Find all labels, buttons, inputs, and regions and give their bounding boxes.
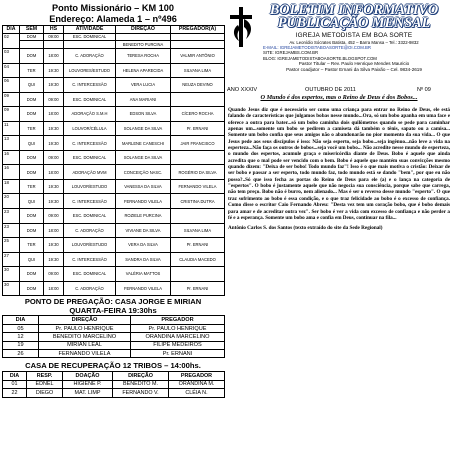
schedule-cell: VALÉRIA MATTOS xyxy=(116,267,171,282)
schedule-cell xyxy=(20,41,44,49)
schedule-cell xyxy=(64,41,116,49)
table-row xyxy=(3,48,225,63)
schedule-day-cell: 20 xyxy=(3,194,20,209)
schedule-header-cell: SEM xyxy=(20,26,44,34)
schedule-cell xyxy=(171,41,225,49)
schedule-header-cell: DIA xyxy=(3,26,20,34)
schedule-cell: CONCEIÇÃO NASC. xyxy=(116,165,171,180)
schedule-cell: LOUVOR/ESTUDO xyxy=(64,238,116,253)
schedule-cell: SILVANA LIMA xyxy=(171,223,225,238)
schedule-cell: NEUZA DEVINO xyxy=(171,78,225,93)
cr-header-cell: DIA xyxy=(3,372,27,381)
cr-header-cell: DIREÇÃO xyxy=(113,372,169,381)
schedule-cell: TER xyxy=(20,63,44,78)
schedule-cell: VANESSA DA SILVA xyxy=(116,179,171,194)
table-row xyxy=(3,252,225,267)
cr-header-cell: PREGADOR xyxy=(169,372,225,381)
schedule-header-cell: ATIVIDADE xyxy=(64,26,116,34)
table-row xyxy=(3,267,225,282)
table-row xyxy=(3,136,225,151)
cr-cell: 22 xyxy=(3,389,27,398)
schedule-cell: 19:30 xyxy=(44,252,64,267)
pp-cell: Pr. ERNANI xyxy=(131,350,225,358)
church-email[interactable]: E-MAIL: IGREJAMETODISTABOASORTE@OI.COM.BR xyxy=(263,44,371,50)
schedule-cell: VERA DA SILVA xyxy=(116,238,171,253)
schedule-day-cell: 25 xyxy=(3,238,20,253)
schedule-cell: ESC. DOMINICAL xyxy=(64,33,116,41)
table-row xyxy=(3,208,225,223)
schedule-cell xyxy=(171,267,225,282)
schedule-cell: CRISTINA DUTRA xyxy=(171,194,225,209)
schedule-cell: FERNANDO VILELA xyxy=(116,194,171,209)
schedule-cell: QUI xyxy=(20,194,44,209)
cr-cell: 01 xyxy=(3,380,27,389)
schedule-cell: SILVANA LIMA xyxy=(171,63,225,78)
pp-cell: FILIPE MEDEIROS xyxy=(131,341,225,349)
table-row xyxy=(3,324,225,332)
schedule-cell: 09:00 xyxy=(44,33,64,41)
schedule-cell: SOLANGE DA SILVA xyxy=(116,150,171,165)
schedule-cell: QUI xyxy=(20,78,44,93)
schedule-cell: ESC. DOMINICAL xyxy=(64,208,116,223)
schedule-cell: SANDRA DA SILVA xyxy=(116,252,171,267)
table-row xyxy=(3,333,225,341)
schedule-cell: SOLANGE DA SILVA xyxy=(116,121,171,136)
church-address: Av. Leonídio Sócrates Batista, 452 – Barra Mansa – Tel.: 3322-9832 xyxy=(289,39,419,45)
schedule-cell: ADORAÇÃO MVM xyxy=(64,165,116,180)
table-row xyxy=(3,389,225,398)
schedule-cell: DOM xyxy=(20,150,44,165)
schedule-cell: ANA MARIANI xyxy=(116,92,171,107)
schedule-cell: QUI xyxy=(20,136,44,151)
article-text: Quando Jesus diz que é necessário ser como uma criança para entrar no Reino de Deus, ele está falando de características que julgamos bobas nesse mundo...Ora, só um bobo apanha em uma face e oferece a outra para bater...só um bobo caminha dois quilômetros quando se pede para caminhar apenas um...somente um bobo se pedirem a camiseta dá também o tênis, sapato ou a camisa... Somente um bobo confia que seus amigos não o abandonarão no pior momento da sua vida... O que Jesus pede aos seus discípulos é isso: Não seja esperto, seja bobo...seja ingênuo...não leve a vida na esperteza...Não faça os outros de bobos...seja você um bobo... Não acredite nesse mundo de esperteza, o mundo dos espertos, acumule graça e misericórdia diante de Deus. Bobo é aquele que ainda acredita que o mal pode ser vencido com o bem. Bobo é aquele que mantém suas convicções mesmo quando dizem: "Deixa de ser bobo! Todo mundo faz"! Isso é o que mais motiva o cristão: Deixar de ser bobo e passar a ser esperto, todo mundo faz, todo mundo está se dando "bem", por que eu não posso?..Só que isso fecha as portas do Reino de Deus para ele (a) e o lança na categoria de "espertos". O bobo é justamente aquele que não negocia sua consciência, porque sabe que carrega, não tem preço. Bobo não é burro, nem alienado... Mas é ser o reverso desse mundo "esperto". O que traz sofrimento ao bobo é essa condição, e o que traz felicidade ao bobo é o excesso de confiança. Como disse o escritor Caio Fernando Abreu: "Desta vez tem um coração bobo, que é bobo demais para amar e de acreditar outra vez". Ser bobo é ver a vida com excesso de confiança e não perder a fé e a esperança. Somente um bobo ama e confia em Deus, continuar na fila... xyxy=(228,107,450,221)
schedule-cell: C. INTERCESSÃO xyxy=(64,252,116,267)
schedule-day-cell: 04 xyxy=(3,63,20,78)
schedule-cell: DOM xyxy=(20,33,44,41)
schedule-cell: DOM xyxy=(20,165,44,180)
cr-header-cell: DOAÇÃO xyxy=(63,372,113,381)
table-row xyxy=(3,350,225,358)
article-body xyxy=(228,107,450,231)
pastor-coadjutor: Pastor coadjutor – Pastor Ernani da Silva Paixão – Cel. 9834-2619 xyxy=(286,66,422,72)
schedule-day-cell: 30 xyxy=(3,281,20,296)
schedule-header-cell: DIREÇÃO xyxy=(116,26,171,34)
schedule-cell: CÍCERO ROCHA xyxy=(171,107,225,122)
table-row xyxy=(3,78,225,93)
table-row xyxy=(3,380,225,389)
schedule-cell: 18:00 xyxy=(44,48,64,63)
pp-cell: 19 xyxy=(3,341,39,349)
schedule-cell: Pr. ERNANI xyxy=(171,121,225,136)
pp-cell: 26 xyxy=(3,350,39,358)
article-author: Antônio Carlos S. dos Santos (texto extraído do site da Sede Regional) xyxy=(228,225,383,232)
bulletin-header xyxy=(227,3,451,99)
cr-cell: HIGIENE P. xyxy=(63,380,113,389)
schedule-cell: 09:00 xyxy=(44,208,64,223)
pp-header-cell: DIA xyxy=(3,316,39,324)
cr-cell: DIEGO xyxy=(27,389,63,398)
schedule-day-cell: 02 xyxy=(3,33,20,48)
pp-cell: Pr. PAULO HENRIQUE xyxy=(131,324,225,332)
schedule-cell: 19:30 xyxy=(44,238,64,253)
schedule-header-row xyxy=(3,26,225,34)
right-column xyxy=(227,2,451,232)
schedule-cell: LOUVOR/CÉLULA xyxy=(64,121,116,136)
schedule-table xyxy=(2,25,225,296)
schedule-cell: VERA LUCIA xyxy=(116,78,171,93)
preaching-point-table xyxy=(2,315,225,358)
table-row xyxy=(3,92,225,107)
schedule-cell: 19:30 xyxy=(44,194,64,209)
cr-cell: MAT. LIMP xyxy=(63,389,113,398)
schedule-cell: MARLENE CANESCHI xyxy=(116,136,171,151)
schedule-cell: 09:00 xyxy=(44,150,64,165)
table-row xyxy=(3,33,225,41)
table-row xyxy=(3,281,225,296)
schedule-cell: DOM xyxy=(20,223,44,238)
schedule-day-cell: 03 xyxy=(3,48,20,63)
church-info xyxy=(257,32,451,72)
schedule-cell: ESC. DOMINICAL xyxy=(64,92,116,107)
cr-cell: BENEDITO M. xyxy=(113,380,169,389)
schedule-day-cell: 09 xyxy=(3,107,20,122)
church-name: IGREJA METODISTA EM BOA SORTE xyxy=(295,32,413,39)
church-site[interactable]: SITE: IGREJAMBS.COM.BR xyxy=(263,50,319,56)
schedule-cell: DOM xyxy=(20,92,44,107)
schedule-cell: ESC. DOMINICAL xyxy=(64,150,116,165)
schedule-cell: C. ADORAÇÃO xyxy=(64,48,116,63)
recovery-house-table xyxy=(2,371,225,398)
schedule-cell: 18:00 xyxy=(44,165,64,180)
cr-cell: FERNANDO V. xyxy=(113,389,169,398)
schedule-day-cell: 11 xyxy=(3,121,20,136)
pastor-titular: Pastor Titular – Rev. Paulo Henrique Mendes Mauricio xyxy=(298,61,410,67)
pp-cell: ORANDINA MARCELINO xyxy=(131,333,225,341)
cr-cell: CLÉIA N. xyxy=(169,389,225,398)
schedule-cell: LOUVORES/ESTUDO xyxy=(64,63,116,78)
table-row xyxy=(3,223,225,238)
schedule-cell: VIVIANE DA SILVA xyxy=(116,223,171,238)
schedule-cell: FERNANDO VILELA xyxy=(116,281,171,296)
schedule-cell: TER xyxy=(20,238,44,253)
bulletin-title xyxy=(257,4,451,30)
table-row xyxy=(3,194,225,209)
church-blog[interactable]: BLOG: IGREJAMETODISTABOASORTE.BLOGSPOT.COM xyxy=(263,55,377,61)
cr-header-cell: RESP. xyxy=(27,372,63,381)
mission-point-title: Ponto Missionário – KM 100 xyxy=(51,3,174,13)
schedule-cell: 19:30 xyxy=(44,78,64,93)
schedule-cell: QUI xyxy=(20,252,44,267)
schedule-day-cell: 13 xyxy=(3,136,20,151)
schedule-cell: JAIR FRANCISCO xyxy=(171,136,225,151)
article-headline: O Mundo é dos espertos, mas o Reino de Deus é dos Bobos... xyxy=(260,94,418,101)
schedule-day-cell: 18 xyxy=(3,179,20,194)
schedule-cell: TER xyxy=(20,121,44,136)
schedule-cell: 18:00 xyxy=(44,281,64,296)
schedule-cell: Pr. ERNANI xyxy=(171,238,225,253)
schedule-cell: C. ADORAÇÃO xyxy=(64,223,116,238)
schedule-cell: HELENA APARECIDA xyxy=(116,63,171,78)
schedule-cell: C. ADORAÇÃO xyxy=(64,281,116,296)
issue-number: Nº 09 xyxy=(417,87,431,93)
schedule-cell: ROGÉRIO DA SILVA xyxy=(171,165,225,180)
schedule-cell: 18:00 xyxy=(44,107,64,122)
bulletin-title-line2: PUBLICAÇÃO MENSAL xyxy=(277,15,431,31)
preaching-point-title: PONTO DE PREGAÇÃO: CASA JORGE E MIRIAN xyxy=(24,297,202,307)
schedule-cell xyxy=(116,33,171,41)
schedule-cell xyxy=(171,92,225,107)
table-row xyxy=(3,41,225,49)
methodist-cross-flame-icon xyxy=(227,5,257,49)
schedule-cell: EDSON SILVA xyxy=(116,107,171,122)
bulletin-title-line1: BOLETIM INFORMATIVO xyxy=(269,2,439,18)
cr-cell: EDNÉL xyxy=(27,380,63,389)
pp-cell: Pr. PAULO HENRIQUE xyxy=(39,324,131,332)
schedule-cell: TERESA ROCHA xyxy=(116,48,171,63)
table-row xyxy=(3,179,225,194)
schedule-cell: CLAUDIA MACEDO xyxy=(171,252,225,267)
table-row xyxy=(3,107,225,122)
schedule-day-cell: 23 xyxy=(3,223,20,238)
schedule-cell: DOM xyxy=(20,48,44,63)
recovery-house-title: CASA DE RECUPERAÇÃO 12 TRIBOS – 14:00hs. xyxy=(25,361,201,371)
schedule-cell xyxy=(171,33,225,41)
schedule-day-cell: 09 xyxy=(3,92,20,107)
schedule-cell: ESC. DOMINICAL xyxy=(64,267,116,282)
schedule-cell: 19:30 xyxy=(44,121,64,136)
schedule-cell: 19:30 xyxy=(44,136,64,151)
table-row xyxy=(3,63,225,78)
issue-month: OUTUBRO DE 2011 xyxy=(305,87,356,93)
schedule-cell: ADORAÇÃO S.M.H xyxy=(64,107,116,122)
preaching-point-subtitle: QUARTA-FEIRA 19:30hs xyxy=(69,305,157,315)
schedule-cell: DOM xyxy=(20,267,44,282)
issue-year: ANO XXXIV xyxy=(227,87,258,93)
schedule-cell xyxy=(171,150,225,165)
schedule-day-cell: 06 xyxy=(3,78,20,93)
schedule-cell: 19:30 xyxy=(44,179,64,194)
schedule-cell: 18:00 xyxy=(44,223,64,238)
left-column xyxy=(2,3,224,398)
schedule-cell: ROZIELE PURCINA xyxy=(116,208,171,223)
schedule-header-cell: HS xyxy=(44,26,64,34)
pp-cell: 05 xyxy=(3,324,39,332)
schedule-cell xyxy=(171,208,225,223)
schedule-cell: LOUVOR/ESTUDO xyxy=(64,179,116,194)
schedule-cell: 09:00 xyxy=(44,267,64,282)
table-row xyxy=(3,150,225,165)
table-row xyxy=(3,165,225,180)
schedule-cell: C. INTERCESSÃO xyxy=(64,194,116,209)
schedule-cell: DOM xyxy=(20,281,44,296)
schedule-header-cell: PREGADOR(A) xyxy=(171,26,225,34)
schedule-cell: FERNANDO VILELA xyxy=(171,179,225,194)
schedule-cell: C. INTERCESSÃO xyxy=(64,78,116,93)
schedule-cell: 09:00 xyxy=(44,92,64,107)
pp-cell: MIRIAN LEAL xyxy=(39,341,131,349)
schedule-cell: DOM xyxy=(20,208,44,223)
schedule-cell: BENEDITO PURCINA xyxy=(116,41,171,49)
pp-cell: FERNANDO VILELA xyxy=(39,350,131,358)
table-row xyxy=(3,341,225,349)
schedule-day-cell: 16 xyxy=(3,165,20,180)
cr-cell: ORANDINA M. xyxy=(169,380,225,389)
schedule-day-cell: 27 xyxy=(3,252,20,267)
schedule-day-cell: 30 xyxy=(3,267,20,282)
pp-header-cell: DIREÇÃO xyxy=(39,316,131,324)
mission-point-address: Endereço: Alameda 1 – nº496 xyxy=(49,13,177,24)
schedule-day-cell: 16 xyxy=(3,150,20,165)
table-row xyxy=(3,238,225,253)
pp-cell: BENEDITO MARCELINO xyxy=(39,333,131,341)
schedule-cell xyxy=(44,41,64,49)
pp-cell: 12 xyxy=(3,333,39,341)
schedule-cell: Pr. ERNANI xyxy=(171,281,225,296)
schedule-cell: 19:30 xyxy=(44,63,64,78)
schedule-cell: VALMIR ANTÔNIO xyxy=(171,48,225,63)
schedule-cell: C. INTERCESSÃO xyxy=(64,136,116,151)
table-row xyxy=(3,121,225,136)
schedule-cell: TER xyxy=(20,179,44,194)
schedule-day-cell: 23 xyxy=(3,208,20,223)
pp-header-cell: PREGADOR xyxy=(131,316,225,324)
schedule-cell: DOM xyxy=(20,107,44,122)
